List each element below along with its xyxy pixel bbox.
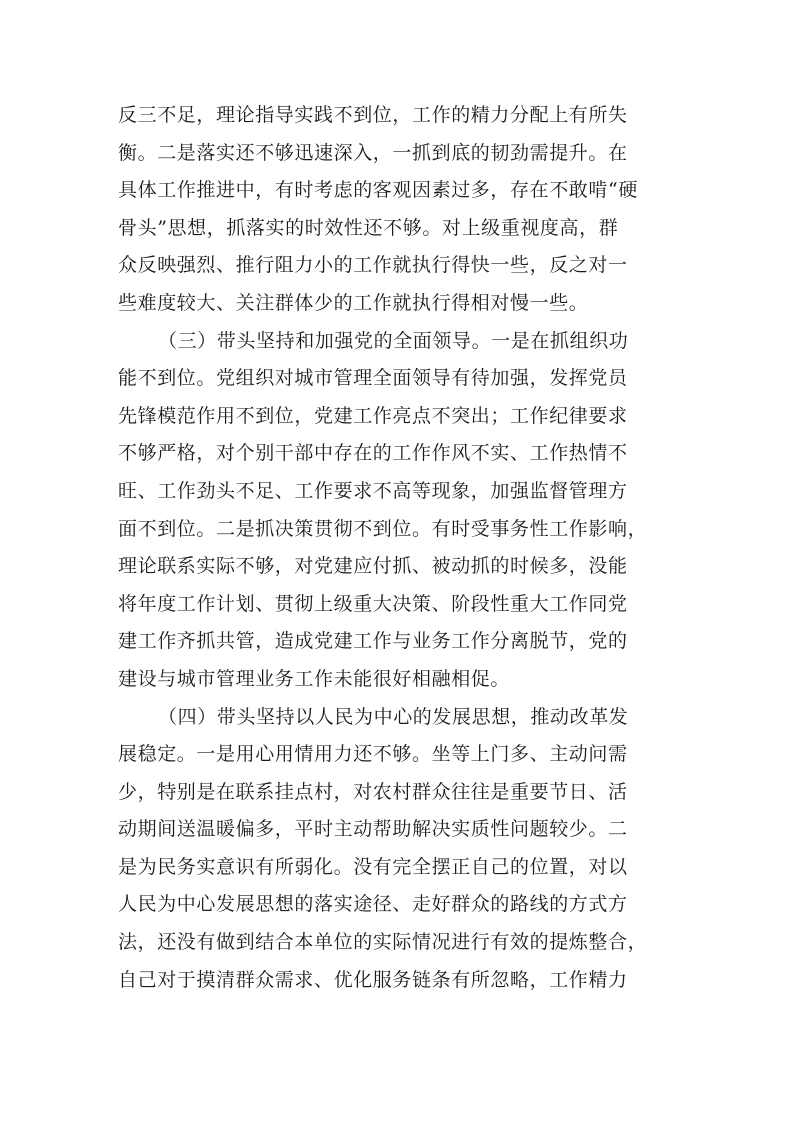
text-line: 少，特别是在联系挂点村，对农村群众往往是重要节日、活: [118, 780, 628, 803]
text-line: 旺、工作劲头不足、工作要求不高等现象，加强监督管理方: [118, 479, 628, 502]
text-line: 具体工作推进中，有时考虑的客观因素过多，存在不敢啃“硬: [118, 179, 638, 202]
text-line: 能不到位。党组织对城市管理全面领导有待加强，发挥党员: [118, 367, 628, 390]
text-line: 动期间送温暖偏多，平时主动帮助解决实质性问题较少。二: [118, 818, 628, 841]
text-line: 面不到位。二是抓决策贯彻不到位。有时受事务性工作影响，: [118, 517, 648, 540]
text-line: 自己对于摸清群众需求、优化服务链条有所忽略，工作精力: [118, 968, 628, 991]
text-line: 建工作齐抓共管，造成党建工作与业务工作分离脱节，党的: [118, 630, 628, 653]
text-line: 反三不足，理论指导实践不到位，工作的精力分配上有所失: [118, 104, 628, 126]
text-line: 先锋模范作用不到位，党建工作亮点不突出；工作纪律要求: [118, 404, 628, 427]
text-line: 不够严格，对个别干部中存在的工作作风不实、工作热情不: [118, 442, 628, 465]
text-line: 理论联系实际不够，对党建应付抓、被动抓的时候多，没能: [118, 555, 628, 578]
text-line: 众反映强烈、推行阻力小的工作就执行得快一些，反之对一: [118, 254, 628, 277]
text-line: 些难度较大、关注群体少的工作就执行得相对慢一些。: [118, 291, 589, 314]
text-line: 骨头”思想，抓落实的时效性还不够。对上级重视度高，群: [118, 216, 619, 239]
text-line: 建设与城市管理业务工作未能很好相融相促。: [118, 667, 511, 690]
text-line: 是为民务实意识有所弱化。没有完全摆正自己的位置，对以: [118, 855, 628, 878]
section-heading-line: （三）带头坚持和加强党的全面领导。一是在抓组织功: [158, 329, 629, 352]
text-line: 将年度工作计划、贯彻上级重大决策、阶段性重大工作同党: [118, 592, 628, 615]
text-line: 展稳定。一是用心用情用力还不够。坐等上门多、主动问需: [118, 743, 628, 766]
text-line: 人民为中心发展思想的落实途径、走好群众的路线的方式方: [118, 893, 628, 916]
text-line: 衡。二是落实还不够迅速深入，一抓到底的韧劲需提升。在: [118, 141, 628, 164]
text-line: 法，还没有做到结合本单位的实际情况进行有效的提炼整合，: [118, 931, 648, 954]
body-text: [118, 97, 688, 999]
section-heading-line: （四）带头坚持以人民为中心的发展思想，推动改革发: [158, 705, 629, 728]
